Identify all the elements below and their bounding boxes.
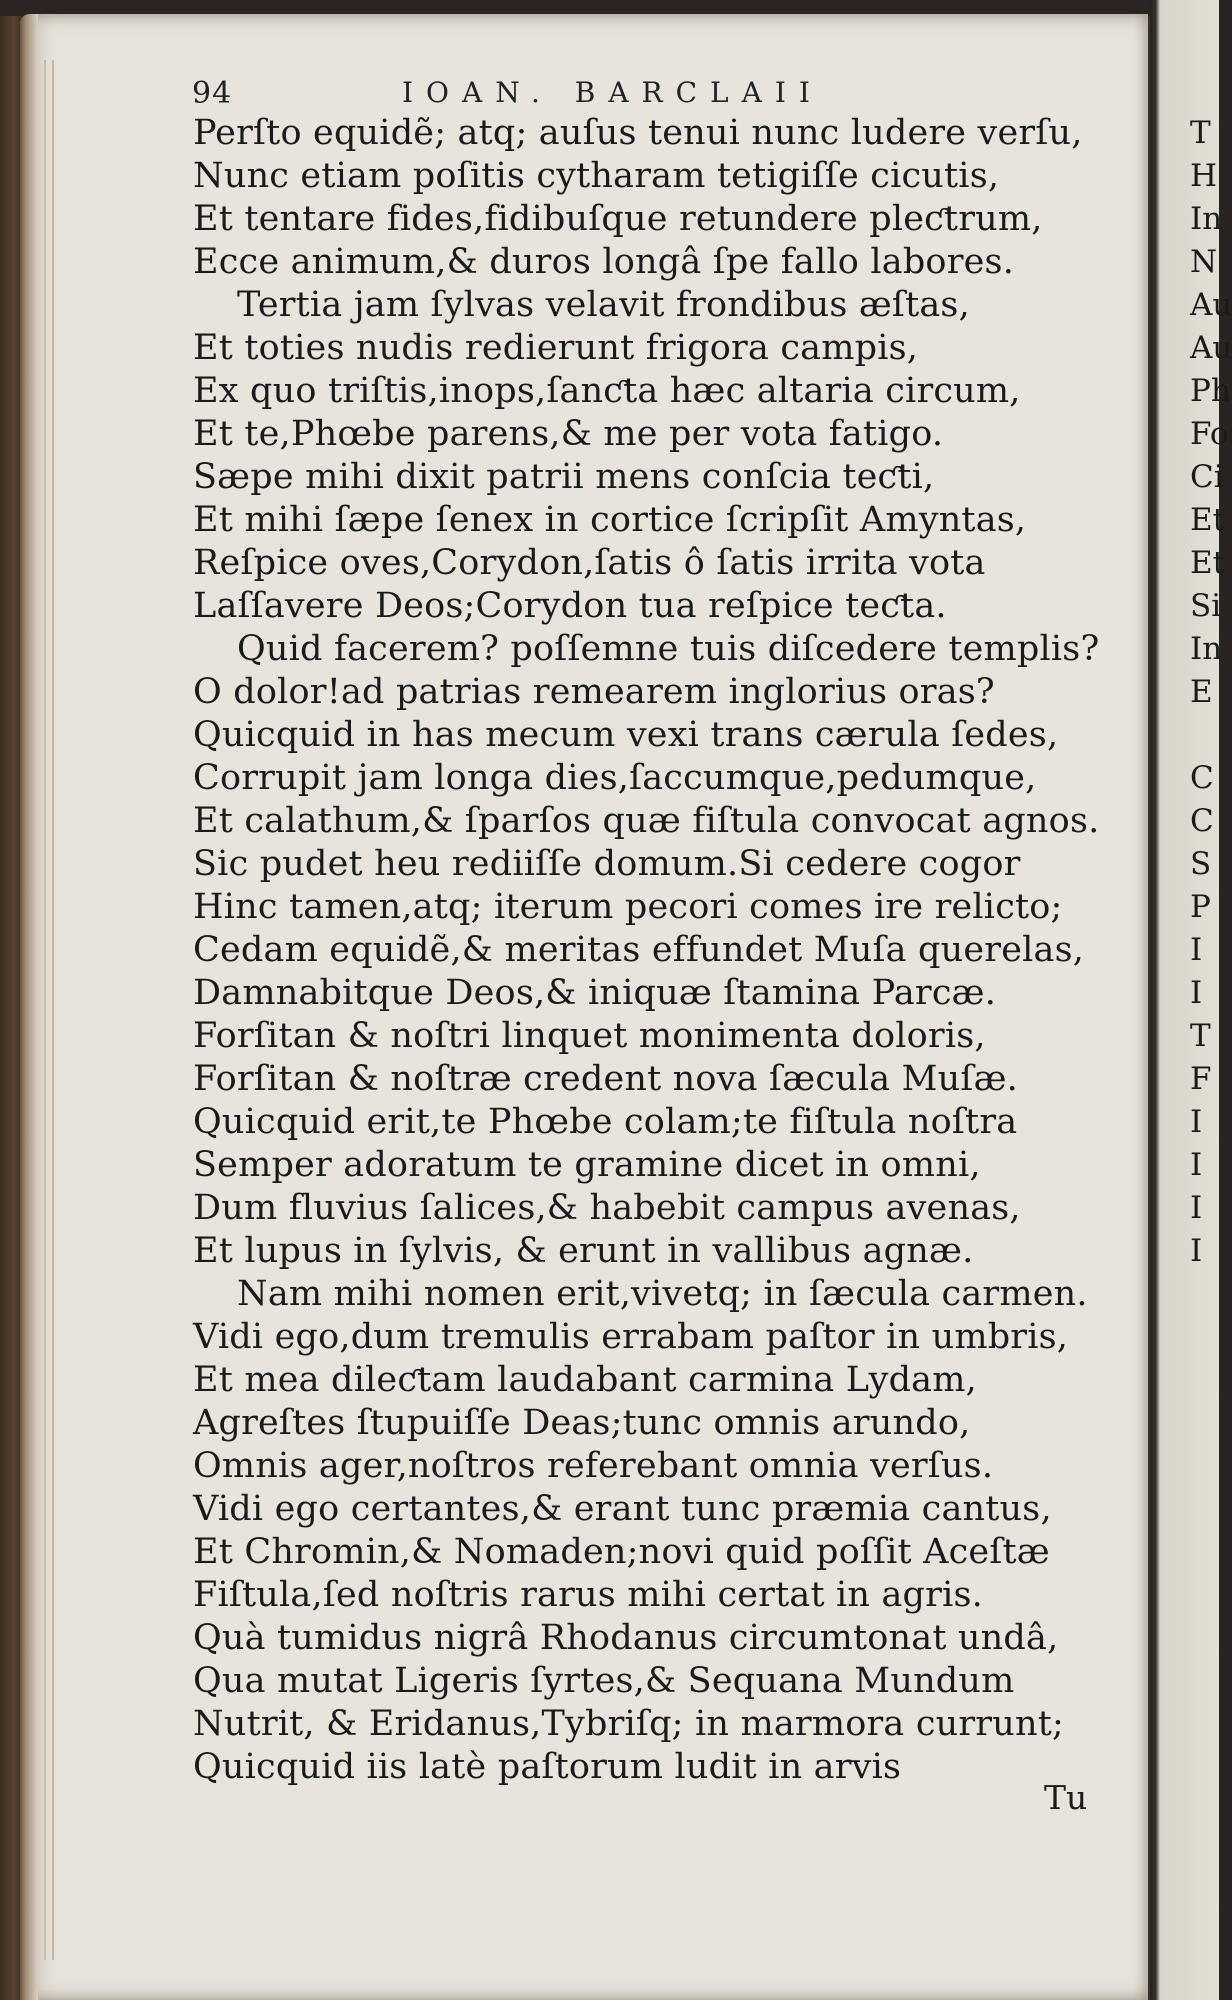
facing-page-letter: E <box>1190 674 1213 710</box>
verse-block <box>193 112 1118 1789</box>
verse-line: Ecce animum,& duros longâ ſpe fallo labores. <box>193 242 1015 282</box>
facing-page-letter: Ph <box>1190 373 1231 409</box>
facing-page-letter: F <box>1190 1061 1212 1097</box>
verse-line: Perſto equidẽ; atq; auſus tenui nunc ludere verſu, <box>193 113 1083 153</box>
verse-line: Vidi ego,dum tremulis errabam paſtor in umbris, <box>193 1317 1069 1357</box>
verse-line: Laſſavere Deos;Corydon tua reſpice teƈta. <box>193 586 947 626</box>
verse-line: Et te,Phœbe parens,& me per vota fatigo. <box>193 414 944 454</box>
facing-page-letter: H <box>1190 158 1218 194</box>
verse-line: Dum fluvius ſalices,& habebit campus avenas, <box>193 1188 1021 1228</box>
facing-page-letter: C <box>1190 760 1214 796</box>
facing-page-letter: Au <box>1190 287 1232 323</box>
verse-line: Fiſtula,ſed noſtris rarus mihi certat in agris. <box>193 1575 983 1615</box>
verse-line: Agreſtes ſtupuiſſe Deas;tunc omnis arundo, <box>193 1403 971 1443</box>
facing-page-letter <box>1190 714 1230 757</box>
verse-line: Et calathum,& ſparſos quæ fiſtula convocat agnos. <box>193 801 1100 841</box>
verse-line: Nunc etiam poſitis cytharam tetigiſſe cicutis, <box>193 156 1000 196</box>
verse-line: Forſitan & noſtræ credent nova ſæcula Muſæ. <box>193 1059 1018 1099</box>
facing-page-letter: C <box>1190 803 1214 839</box>
facing-page-letter: Et <box>1190 545 1226 581</box>
verse-line: Omnis ager,noſtros referebant omnia verſus. <box>193 1446 994 1486</box>
facing-page-letter: I <box>1190 1104 1203 1140</box>
facing-page-letter: T <box>1190 115 1211 151</box>
verse-line: Et mihi ſæpe ſenex in cortice ſcripſit Amyntas, <box>193 500 1027 540</box>
running-head-title: IOAN. BARCLAII <box>402 76 823 109</box>
verse-line: Reſpice oves,Corydon,ſatis ô ſatis irrita vota <box>193 543 986 583</box>
verse-line: Et Chromin,& Nomaden;novi quid poſſit Aceſtæ <box>193 1532 1050 1572</box>
verse-line: Sæpe mihi dixit patrii mens conſcia teƈti, <box>193 457 935 497</box>
page-number: 94 <box>192 76 233 111</box>
facing-page-letter: I <box>1190 1190 1203 1226</box>
facing-page-letter: P <box>1190 889 1211 925</box>
facing-page-letter: I <box>1190 1233 1203 1269</box>
verse-line: Et tentare fides,fidibuſque retundere pleƈtrum, <box>193 199 1043 239</box>
verse-line: Tertia jam ſylvas velavit frondibus æſtas, <box>237 285 970 325</box>
facing-page-letter: Fo <box>1190 416 1229 452</box>
facing-page-letter: Au <box>1190 330 1232 366</box>
catchword: Tu <box>1044 1778 1088 1817</box>
facing-page-letter: N <box>1190 244 1218 280</box>
verse-line: Ex quo triſtis,inops,ſanƈta hæc altaria circum, <box>193 371 1021 411</box>
facing-page-letter: S <box>1190 846 1212 882</box>
verse-line: Qua mutat Ligeris ſyrtes,& Sequana Mundum <box>193 1661 1015 1701</box>
verse-line: Quà tumidus nigrâ Rhodanus circumtonat undâ, <box>193 1618 1059 1658</box>
verse-line: Cedam equidẽ,& meritas effundet Muſa querelas, <box>193 930 1085 970</box>
verse-line: Forſitan & noſtri linquet monimenta doloris, <box>193 1016 986 1056</box>
verse-line: Sic pudet heu rediiſſe domum.Si cedere cogor <box>193 844 1021 884</box>
verse-line: Nutrit, & Eridanus,Tybriſq; in marmora currunt; <box>193 1704 1064 1744</box>
facing-page-letter: I <box>1190 932 1203 968</box>
verse-line: Et mea dileƈtam laudabant carmina Lydam, <box>193 1360 977 1400</box>
verse-line: Hinc tamen,atq; iterum pecori comes ire relicto; <box>193 887 1063 927</box>
verse-line: Et lupus in ſylvis, & erunt in vallibus agnæ. <box>193 1231 974 1271</box>
margin-rule <box>44 60 46 1960</box>
verse-line: Corrupit jam longa dies,ſaccumque,pedumque, <box>193 758 1037 798</box>
verse-line: Vidi ego certantes,& erant tunc præmia cantus, <box>193 1489 1052 1529</box>
verse-line: Et toties nudis redierunt frigora campis, <box>193 328 919 368</box>
facing-page-letter: In <box>1190 201 1223 237</box>
facing-page-letter: I <box>1190 975 1203 1011</box>
facing-page-letter: In <box>1190 631 1223 667</box>
verse-line: Semper adoratum te gramine dicet in omni, <box>193 1145 981 1185</box>
verse-line: Quicquid erit,te Phœbe colam;te fiſtula noſtra <box>193 1102 1018 1142</box>
margin-rule <box>52 60 54 1960</box>
facing-page-letter: Et <box>1190 502 1226 538</box>
facing-page-text <box>1190 112 1230 1273</box>
facing-page-letter: Ci <box>1190 459 1224 495</box>
verse-line: Nam mihi nomen erit,vivetq; in ſæcula carmen. <box>237 1274 1088 1314</box>
page-gutter-edge <box>20 14 38 2000</box>
verse-line: O dolor!ad patrias remearem inglorius oras? <box>193 672 995 712</box>
facing-page-letter: Si <box>1190 588 1222 624</box>
verse-line: Damnabitque Deos,& iniquæ ſtamina Parcæ. <box>193 973 997 1013</box>
verse-line: Quicquid in has mecum vexi trans cærula ſedes, <box>193 715 1059 755</box>
verse-line: Quid facerem? poſſemne tuis diſcedere templis? <box>237 629 1100 669</box>
facing-page-letter: T <box>1190 1018 1211 1054</box>
verse-line: Quicquid iis latè paſtorum ludit in arvis <box>193 1747 902 1787</box>
facing-page-letter: I <box>1190 1147 1203 1183</box>
running-head <box>192 76 912 116</box>
